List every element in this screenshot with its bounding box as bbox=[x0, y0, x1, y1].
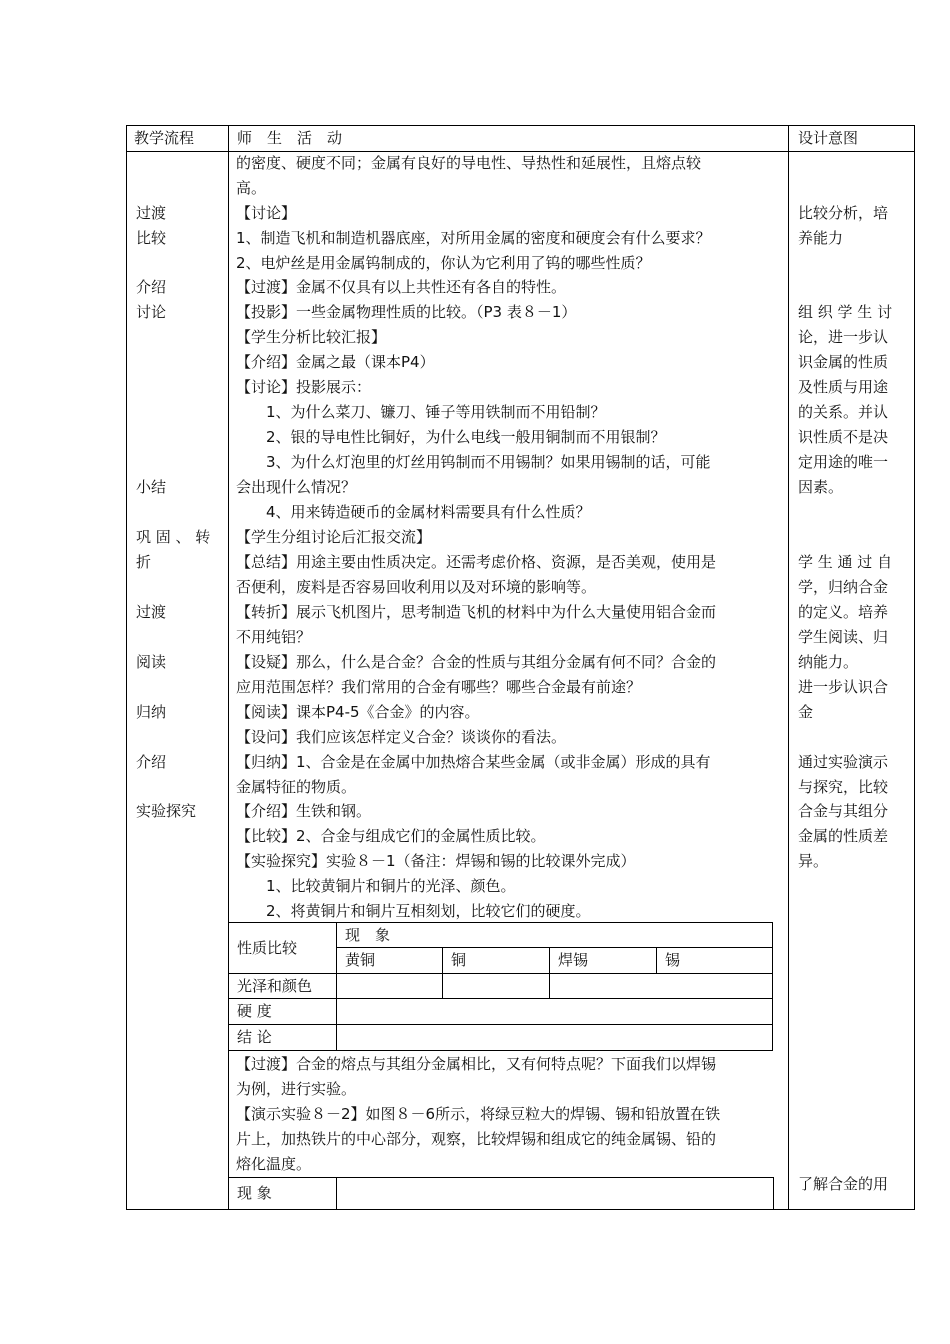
activity-line: 【讨论】 bbox=[236, 204, 297, 222]
activity-line: 4、用来铸造硬币的金属材料需要具有什么性质？ bbox=[236, 503, 591, 521]
intent-line: 了解合金的用 bbox=[798, 1175, 889, 1193]
activity-line: 【阅读】课本P4-5《合金》的内容。 bbox=[236, 703, 480, 721]
activity-line: 【介绍】金属之最（课本P4） bbox=[236, 353, 435, 371]
intent-line: 识性质不是决 bbox=[798, 428, 889, 446]
intent-line: 通过实验演示 bbox=[798, 753, 889, 771]
intent-line: 合金与其组分 bbox=[798, 802, 889, 820]
activity-line: 【演示实验８－2】如图８－6所示，将绿豆粒大的焊锡、锡和铅放置在铁 bbox=[236, 1105, 721, 1123]
activity-line: 的密度、硬度不同；金属有良好的导电性、导热性和延展性，且熔点较 bbox=[236, 154, 702, 172]
activity-line: 2、将黄铜片和铜片互相刻划，比较它们的硬度。 bbox=[236, 902, 591, 920]
activity-line: 【介绍】生铁和钢。 bbox=[236, 802, 372, 820]
activity-line: 金属特征的物质。 bbox=[236, 778, 357, 796]
activity-line: 3、为什么灯泡里的灯丝用钨制而不用锡制？如果用锡制的话，可能 bbox=[236, 453, 711, 471]
col-tin: 锡 bbox=[665, 951, 681, 969]
flow-label: 介绍 bbox=[136, 753, 167, 771]
activity-line: 2、银的导电性比铜好，为什么电线一般用铜制而不用银制？ bbox=[236, 428, 666, 446]
flow-label: 过渡 bbox=[136, 603, 167, 621]
activity-line: 【转折】展示飞机图片，思考制造飞机的材料中为什么大量使用铝合金而 bbox=[236, 603, 717, 621]
intent-line: 学 生 通 过 自 bbox=[798, 553, 893, 571]
intent-line: 的定义。培养 bbox=[798, 603, 889, 621]
col-copper: 铜 bbox=[451, 951, 467, 969]
flow-label: 比较 bbox=[136, 229, 167, 247]
flow-label: 实验探究 bbox=[136, 802, 197, 820]
intent-line: 学，归纳合金 bbox=[798, 578, 889, 596]
activity-line: 熔化温度。 bbox=[236, 1155, 312, 1173]
phenomenon-label: 现 象 bbox=[237, 1184, 272, 1202]
intent-line: 学生阅读、归 bbox=[798, 628, 889, 646]
flow-label: 过渡 bbox=[136, 204, 167, 222]
intent-line: 进一步认识合 bbox=[798, 678, 889, 696]
header-col1: 教学流程 bbox=[134, 129, 195, 147]
flow-label: 阅读 bbox=[136, 653, 167, 671]
activity-line: 【过渡】金属不仅具有以上共性还有各自的特性。 bbox=[236, 278, 567, 296]
header-col3: 设计意图 bbox=[798, 129, 859, 147]
table-left-border bbox=[126, 125, 127, 1210]
activity-line: 【比较】2、合金与组成它们的金属性质比较。 bbox=[236, 827, 546, 845]
intent-line: 金属的性质差 bbox=[798, 827, 889, 845]
activity-line: 1、比较黄铜片和铜片的光泽、颜色。 bbox=[236, 877, 516, 895]
activity-line: 为例，进行实验。 bbox=[236, 1080, 357, 1098]
intent-line: 定用途的唯一 bbox=[798, 453, 889, 471]
header-col2: 师 生 活 动 bbox=[237, 129, 343, 147]
activity-line: 【设疑】那么，什么是合金？合金的性质与其组分金属有何不同？合金的 bbox=[236, 653, 717, 671]
flow-label: 小结 bbox=[136, 478, 167, 496]
intent-line: 论，进一步认 bbox=[798, 328, 889, 346]
activity-line: 【实验探究】实验８－1（备注：焊锡和锡的比较课外完成） bbox=[236, 852, 636, 870]
intent-line: 纳能力。 bbox=[798, 653, 859, 671]
activity-line: 【过渡】合金的熔点与其组分金属相比，又有何特点呢？下面我们以焊锡 bbox=[236, 1055, 717, 1073]
flow-label: 巩 固 、 转 bbox=[136, 528, 211, 546]
activity-line: 否便利，废料是否容易回收利用以及对环境的影响等。 bbox=[236, 578, 597, 596]
intent-line: 因素。 bbox=[798, 478, 844, 496]
table-right-border bbox=[914, 125, 915, 1210]
intent-line: 比较分析，培 bbox=[798, 204, 889, 222]
activity-line: 【设问】我们应该怎样定义合金？谈谈你的看法。 bbox=[236, 728, 567, 746]
intent-line: 金 bbox=[798, 703, 814, 721]
intent-line: 与探究，比较 bbox=[798, 778, 889, 796]
activity-line: 【讨论】投影展示： bbox=[236, 378, 372, 396]
col-brass: 黄铜 bbox=[345, 951, 376, 969]
flow-label: 折 bbox=[136, 553, 152, 571]
intent-line: 组 织 学 生 讨 bbox=[798, 303, 893, 321]
activity-line: 【总结】用途主要由性质决定。还需考虑价格、资源，是否美观，使用是 bbox=[236, 553, 717, 571]
activity-line: 1、制造飞机和制造机器底座，对所用金属的密度和硬度会有什么要求？ bbox=[236, 229, 711, 247]
flow-label: 归纳 bbox=[136, 703, 167, 721]
intent-line: 的关系。并认 bbox=[798, 403, 889, 421]
row-hardness: 硬 度 bbox=[237, 1002, 272, 1020]
col-solder: 焊锡 bbox=[558, 951, 589, 969]
row-conclusion: 结 论 bbox=[237, 1028, 272, 1046]
row-luster: 光泽和颜色 bbox=[237, 977, 313, 995]
flow-label: 讨论 bbox=[136, 303, 167, 321]
activity-line: 1、为什么菜刀、镰刀、锤子等用铁制而不用铅制？ bbox=[236, 403, 606, 421]
comparison-row-header: 性质比较 bbox=[237, 939, 298, 957]
flow-label: 介绍 bbox=[136, 278, 167, 296]
activity-line: 应用范围怎样？我们常用的合金有哪些？哪些合金最有前途？ bbox=[236, 678, 642, 696]
activity-line: 会出现什么情况？ bbox=[236, 478, 357, 496]
activity-line: 【学生分组讨论后汇报交流】 bbox=[236, 528, 432, 546]
intent-line: 养能力 bbox=[798, 229, 844, 247]
col-divider-1 bbox=[228, 125, 229, 1210]
activity-line: 不用纯铝？ bbox=[236, 628, 312, 646]
activity-line: 【归纳】1、合金是在金属中加热熔合某些金属（或非金属）形成的具有 bbox=[236, 753, 711, 771]
intent-line: 及性质与用途 bbox=[798, 378, 889, 396]
activity-line: 高。 bbox=[236, 179, 267, 197]
phenomenon-header: 现 象 bbox=[345, 926, 391, 944]
col-divider-2 bbox=[788, 125, 789, 1210]
activity-line: 【学生分析比较汇报】 bbox=[236, 328, 387, 346]
intent-line: 识金属的性质 bbox=[798, 353, 889, 371]
intent-line: 异。 bbox=[798, 852, 829, 870]
table-bottom-border bbox=[126, 1209, 915, 1210]
activity-line: 【投影】一些金属物理性质的比较。（P3 表８－1） bbox=[236, 303, 577, 321]
activity-line: 片上，加热铁片的中心部分，观察，比较焊锡和组成它的纯金属锡、铅的 bbox=[236, 1130, 717, 1148]
activity-line: 2、电炉丝是用金属钨制成的，你认为它利用了钨的哪些性质？ bbox=[236, 254, 651, 272]
